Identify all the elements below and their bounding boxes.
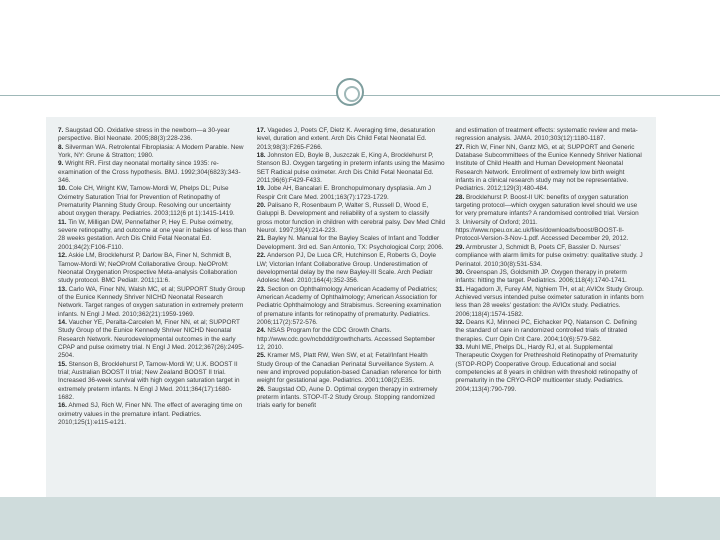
reference-text: Silverman WA. Retrolental Fibroplasia: A Modern Parable. New York, NY: Grune & Stratton; 1980. — [58, 143, 244, 160]
reference-number: 7. — [58, 127, 64, 134]
reference-entry — [455, 286, 644, 319]
reference-entry — [455, 144, 644, 194]
reference-text: Bayley N. Manual for the Bayley Scales of Infant and Toddler Development. 3rd ed. San Antonio, TX: Psychological Corp; 2006. — [256, 235, 444, 251]
reference-entry — [58, 185, 247, 218]
reference-entry — [257, 386, 446, 411]
reference-text: Vagedes J, Poets CF, Dietz K. Averaging time, desaturation level, duration and extent. Arch Dis Child Fetal Neonatal Ed. 2013;98(3):F265-F266. — [256, 127, 436, 151]
reference-entry — [257, 152, 446, 185]
reference-number: 26. — [256, 385, 266, 393]
reference-panel — [46, 117, 656, 498]
reference-text: Vaucher YE, Peralta-Carcelen M, Finer NN, et al; SUPPORT Study Group of the Eunice Kennedy Shriver NICHD Neonatal Research Network. Neurodevelopmental outcomes in the early CPAP and pulse oximetry trial. N Engl J Med. 2012;367(26):2495-2504. — [58, 318, 244, 360]
reference-entry — [257, 202, 446, 235]
reference-text: Greenspan JS, Goldsmith JP. Oxygen therapy in preterm infants: hitting the target. Pediatrics. 2006;118(4):1740-1741. — [455, 268, 627, 285]
reference-column-1 — [58, 127, 247, 498]
reference-number: 15. — [58, 360, 67, 368]
reference-number: 23. — [256, 285, 266, 293]
reference-number: 11. — [58, 218, 67, 226]
reference-entry — [257, 127, 446, 152]
reference-text: Ahmed SJ, Rich W, Finer NN. The effect of averaging time on oximetry values in the premature infant. Pediatrics. 2010;125(1):e115-e121. — [58, 402, 243, 427]
reference-text: and estimation of treatment effects: systematic review and meta-regression analysis. JAMA. 2010;303(12):1180-1187. — [455, 127, 638, 143]
reference-text: Carlo WA, Finer NN, Walsh MC, et al; SUPPORT Study Group of the Eunice Kennedy Shriver NICHD Neonatal Research Network. Target ranges of oxygen saturation in extremely preterm infants. N Engl J Med. 2010;362(21):1959-1969. — [58, 285, 246, 318]
reference-text: Anderson PJ, De Luca CR, Hutchinson E, Roberts G, Doyle LW; Victorian Infant Collaborative Group. Underestimation of developmental delay by the new Bayley-III Scale. Arch Pediatr Adolesc Med. 2010;164(4):352-356. — [256, 252, 437, 285]
reference-text: Armbruster J, Schmidt B, Poets CF, Bassler D. Nurses' compliance with alarm limits for pulse oximetry: qualitative study. J Perinatol. 2010;30(8):531-534. — [455, 243, 643, 268]
reference-column-3 — [455, 127, 644, 498]
reference-entry — [257, 327, 446, 352]
reference-number: 12. — [58, 252, 67, 260]
reference-column-2 — [257, 127, 446, 498]
reference-entry — [455, 344, 644, 394]
reference-number: 22. — [256, 252, 266, 260]
reference-text: Deans KJ, Minneci PC, Eichacker PQ, Natanson C. Defining the standard of care in randomized controlled trials of titrated therapies. Curr Opin Crit Care. 2004;10(6):579-582. — [455, 318, 637, 343]
reference-number: 21. — [256, 235, 266, 243]
reference-text: Stenson B, Brocklehurst P, Tarnow-Mordi W; U.K. BOOST II trial; Australian BOOST II trial; New Zealand BOOST II trial. Increased 36-week survival with high oxygen saturation target in extremely preterm infants. N Engl J Med. 2011;364(17):1680-1682. — [58, 360, 240, 401]
reference-text: Brocklehurst P. Boost-II UK: benefits of oxygen saturation targeting protocol—which oxygen saturation level should we use for very premature infants? A randomised controlled trial. Version 3. University of Oxford; 2011. https://www.npeu.ox.ac.uk/files/downloads/boost/BOOST-II-Protocol-Version-3-Nov-1.pdf. Accessed December 29, 2012. — [455, 193, 639, 243]
reference-entry — [455, 319, 644, 344]
reference-entry — [455, 269, 644, 286]
reference-text: Hagadorn JI, Furey AM, Nghiem TH, et al; AVIOx Study Group. Achieved versus intended pulse oximeter saturation in infants born less than 28 weeks' gestation: the AVIOx study. Pediatrics. 2006;118(4):1574-1582. — [455, 285, 644, 318]
reference-number: 33. — [455, 343, 465, 351]
reference-text: Askie LM, Brocklehurst P, Darlow BA, Finer N, Schmidt B, Tarnow-Mordi W; NeOProM Collaborative Group. NeOProM: Neonatal Oxygenation Prospective Meta-analysis Collaboration study protocol. BMC Pediatr. 2011;11:6. — [58, 252, 238, 285]
reference-entry — [257, 286, 446, 328]
reference-entry — [455, 127, 644, 144]
reference-number: 14. — [58, 318, 67, 326]
reference-entry — [58, 361, 247, 403]
reference-entry — [58, 219, 247, 252]
reference-text: Section on Ophthalmology American Academy of Pediatrics; American Academy of Ophthalmology; American Association for Pediatric Ophthalmology and Strabismus. Screening examination of premature infants for retinopathy of prematurity. Pediatrics. 2006;117(2):572-576. — [256, 285, 442, 326]
reference-number: 16. — [58, 402, 67, 410]
reference-number: 30. — [455, 268, 465, 276]
reference-text: Tin W, Milligan DW, Pennefather P, Hey E. Pulse oximetry, severe retinopathy, and outcome at one year in babies of less than 28 weeks gestation. Arch Dis Child Fetal Neonatal Ed. 2001;84(2):F106-F110. — [58, 218, 247, 251]
reference-text: Rich W, Finer NN, Gantz MG, et al; SUPPORT and Generic Database Subcommittees of the Eunice Kennedy Shriver National Institute of Child Health and Human Development Neonatal Research Network. Enrollment of extremely low birth weight infants in a clinical research study may not be representative. Pediatrics. 2012;129(3):480-484. — [455, 143, 642, 193]
reference-number: 10. — [58, 185, 67, 193]
reference-number: 32. — [455, 318, 465, 326]
reference-number: 27. — [455, 143, 465, 151]
reference-entry — [455, 194, 644, 244]
reference-number: 28. — [455, 193, 465, 201]
reference-text: Palisano R, Rosenbaum P, Walter S, Russell D, Wood E, Galuppi B. Development and reliability of a system to classify gross motor function in children with cerebral palsy. Dev Med Child Neurol. 1997;39(4):214-223. — [256, 202, 446, 235]
reference-entry — [257, 185, 446, 202]
reference-number: 17. — [256, 127, 266, 134]
reference-entry — [257, 235, 446, 252]
reference-text: Muhl ME, Phelps DL, Hardy RJ, et al. Supplemental Therapeutic Oxygen for Prethreshold Retinopathy of Prematurity (STOP-ROP) Cooperative Group. Educational and social competencies at 8 years in children with threshold retinopathy of prematurity in the CRYO-ROP multicenter study. Pediatrics. 2004;113(4):790-799. — [455, 343, 638, 393]
footer-band — [0, 497, 720, 540]
reference-number: 18. — [256, 152, 266, 160]
reference-text: Jobe AH, Bancalari E. Bronchopulmonary dysplasia. Am J Respir Crit Care Med. 2001;163(7):1723-1729. — [256, 185, 432, 201]
reference-text: Saugstad OD. Oxidative stress in the newborn—a 30-year perspective. Biol Neonate. 2005;88(3):228-236. — [58, 127, 230, 143]
reference-text: Johnston ED, Boyle B, Juszczak E, King A, Brocklehurst P, Stenson BJ. Oxygen targeting in preterm infants using the Masimo SET Radical pulse oximeter. Arch Dis Child Fetal Neonatal Ed. 2011;96(6):F429-F433. — [256, 152, 445, 185]
reference-text: Kramer MS, Platt RW, Wen SW, et al; Fetal/Infant Health Study Group of the Canadian Perinatal Surveillance System. A new and improved population-based Canadian reference for birth weight for gestational age. Pediatrics. 2001;108(2):E35. — [256, 352, 442, 385]
reference-number: 8. — [58, 143, 64, 151]
reference-entry — [58, 286, 247, 319]
reference-number: 13. — [58, 285, 67, 293]
circle-badge-icon — [336, 78, 364, 106]
reference-text: NSAS Program for the CDC Growth Charts. http://www.cdc.gov/ncbddd/growthcharts. Accessed September 12, 2010. — [256, 327, 435, 351]
reference-entry — [58, 319, 247, 361]
reference-number: 25. — [256, 352, 266, 360]
reference-entry — [58, 252, 247, 285]
reference-entry — [58, 144, 247, 161]
reference-number: 20. — [256, 202, 266, 210]
reference-number: 19. — [256, 185, 266, 193]
reference-number: 29. — [455, 243, 465, 251]
reference-text: Wright RR. First day neonatal mortality since 1935: re-examination of the Cross hypothesis. BMJ. 1992;304(6823):343-346. — [58, 160, 241, 185]
reference-entry — [455, 244, 644, 269]
reference-entry — [58, 402, 247, 427]
reference-entry — [58, 127, 247, 144]
reference-entry — [257, 252, 446, 285]
reference-entry — [257, 352, 446, 385]
reference-entry — [58, 160, 247, 185]
reference-number: 9. — [58, 160, 64, 168]
reference-text: Saugstad OD, Aune D. Optimal oxygen therapy in extremely preterm infants. STOP-IT-2 Study Group. Stopping randomized trials early for benefit — [256, 385, 438, 410]
reference-number: 31. — [455, 285, 465, 293]
reference-number: 24. — [256, 327, 266, 335]
reference-text: Cole CH, Wright KW, Tarnow-Mordi W, Phelps DL; Pulse Oximetry Saturation Trial for Prevention of Retinopathy of Prematurity Planning Study Group. Resolving our uncertainty about oxygen therapy. Pediatrics. 2003;112(6 pt 1):1415-1419. — [58, 185, 235, 218]
